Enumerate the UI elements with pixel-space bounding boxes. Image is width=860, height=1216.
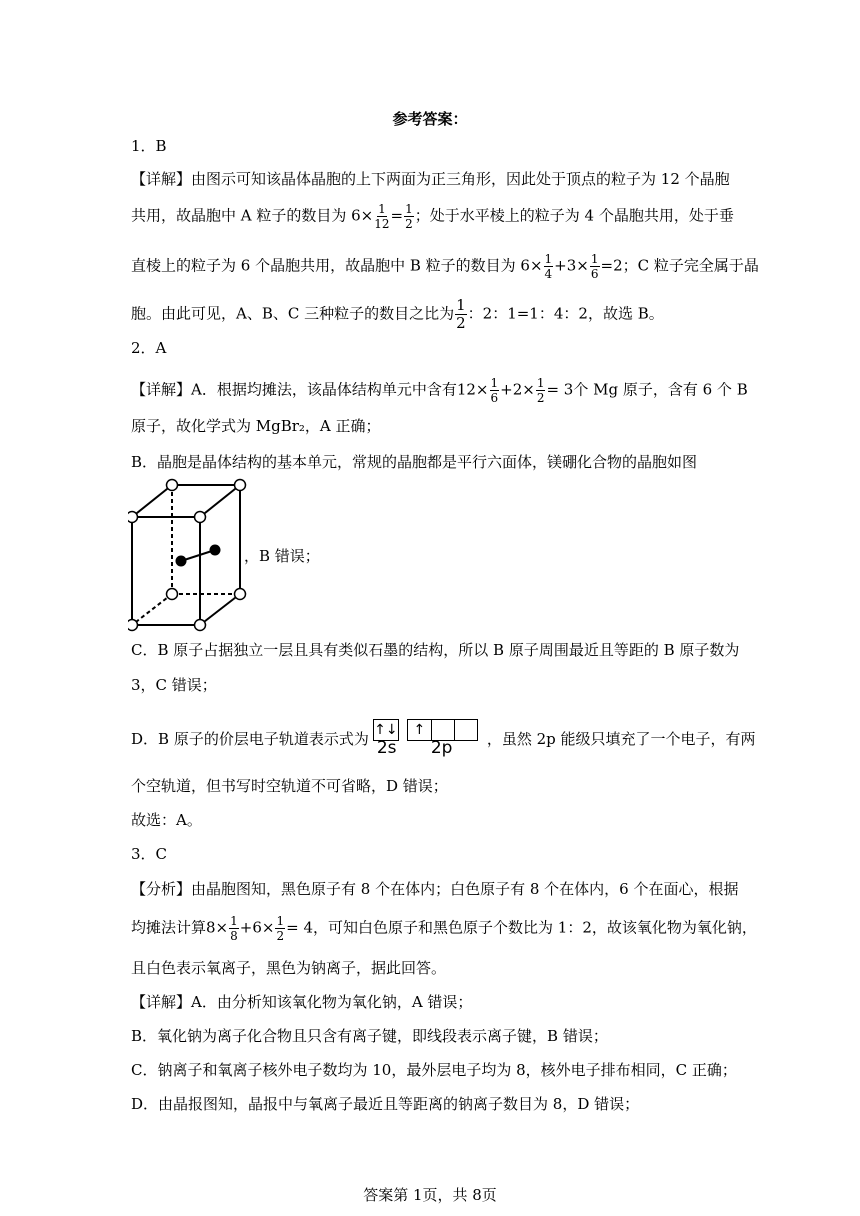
q3-line3: 且白色表示氧离子，黑色为钠离子，据此回答。 — [131, 959, 447, 977]
orbital-2s-label: 2s — [376, 738, 397, 758]
q3-line6: C．钠离子和氧离子核外电子数均为 10，最外层电子均为 8，核外电子排布相同，C 正确； — [131, 1061, 737, 1079]
q1-line3: 直棱上的粒子为 6 个晶胞共用，故晶胞中 B 粒子的数目为 6× $\frac{1}{4}$ +3× $\frac{1}{6}$ =2；C 粒子完全属于晶 — [131, 252, 759, 281]
orbital-2s-box: ↑↓ — [373, 719, 399, 741]
q3-line5: B．氧化钠为离子化合物且只含有离子键，即线段表示离子键，B 错误； — [131, 1027, 608, 1045]
q2-line2: 原子，故化学式为 MgBr₂，A 正确； — [131, 417, 381, 435]
q2-line5: 3，C 错误； — [131, 676, 217, 694]
q2-line8: 故选：A。 — [131, 811, 202, 829]
q3-line1: 【分析】由晶胞图知，黑色原子有 8 个在体内；白色原子有 8 个在体内，6 个在面心，根据 — [131, 880, 739, 898]
q3-line2: 均摊法计算8× $\frac{1}{8}$ +6× $\frac{1}{2}$ = 4，可知白色原子和黑色原子个数比为 1：2，故该氧化物为氧化钠， — [131, 914, 757, 943]
q3-line7: D．由晶报图知，晶报中与氧离子最近且等距离的钠离子数目为 8，D 错误； — [131, 1095, 640, 1113]
q2-line3: B．晶胞是晶体结构的基本单元，常规的晶胞都是平行六面体，镁硼化合物的晶胞如图 — [131, 453, 698, 471]
mgb2-unit-cell-diagram — [128, 474, 248, 634]
q1-number: 1．B — [131, 137, 167, 155]
q2-number: 2．A — [131, 339, 167, 357]
q2-figure-suffix: ，B 错误； — [244, 547, 320, 565]
orbital-2p-box-1: ↑ — [407, 719, 432, 741]
q1-line2: 共用，故晶胞中 A 粒子的数目为 6× $\frac{1}{12}$ = $\frac{1}{2}$ ；处于水平棱上的粒子为 4 个晶胞共用，处于垂 — [131, 202, 734, 231]
q2-line7: 个空轨道，但书写时空轨道不可省略，D 错误； — [131, 777, 448, 795]
orbital-diagram — [373, 719, 483, 759]
orbital-2p-box-3 — [453, 719, 478, 741]
page-title: 参考答案： — [392, 110, 468, 128]
q2-line1: 【详解】A．根据均摊法，该晶体结构单元中含有12× $\frac{1}{6}$ +2× $\frac{1}{2}$ = 3个 Mg 原子，含有 6 个 B — [131, 376, 748, 405]
q2-line6: D．B 原子的价层电子轨道表示式为 ↑↓ ↑ 2s 2p ，虽然 2p 能级只填充了一个电子，有两 — [131, 718, 756, 758]
q1-line4: 胞。由此可见，A、B、C 三种粒子的数目之比为 $\frac{1}{2}$ ：2：1=1：4：2，故选 B。 — [131, 296, 664, 332]
q2-line4: C．B 原子占据独立一层且具有类似石墨的结构，所以 B 原子周围最近且等距的 B 原子数为 — [131, 641, 740, 659]
orbital-2p-label: 2p — [430, 738, 453, 758]
q3-number: 3．C — [131, 845, 168, 863]
q1-line1: 【详解】由图示可知该晶体晶胞的上下两面为正三角形，因此处于顶点的粒子为 12 个晶胞 — [131, 170, 730, 188]
page-footer: 答案第 1页，共 8页 — [363, 1186, 497, 1204]
q3-line4: 【详解】A．由分析知该氧化物为氧化钠，A 错误； — [131, 993, 473, 1011]
